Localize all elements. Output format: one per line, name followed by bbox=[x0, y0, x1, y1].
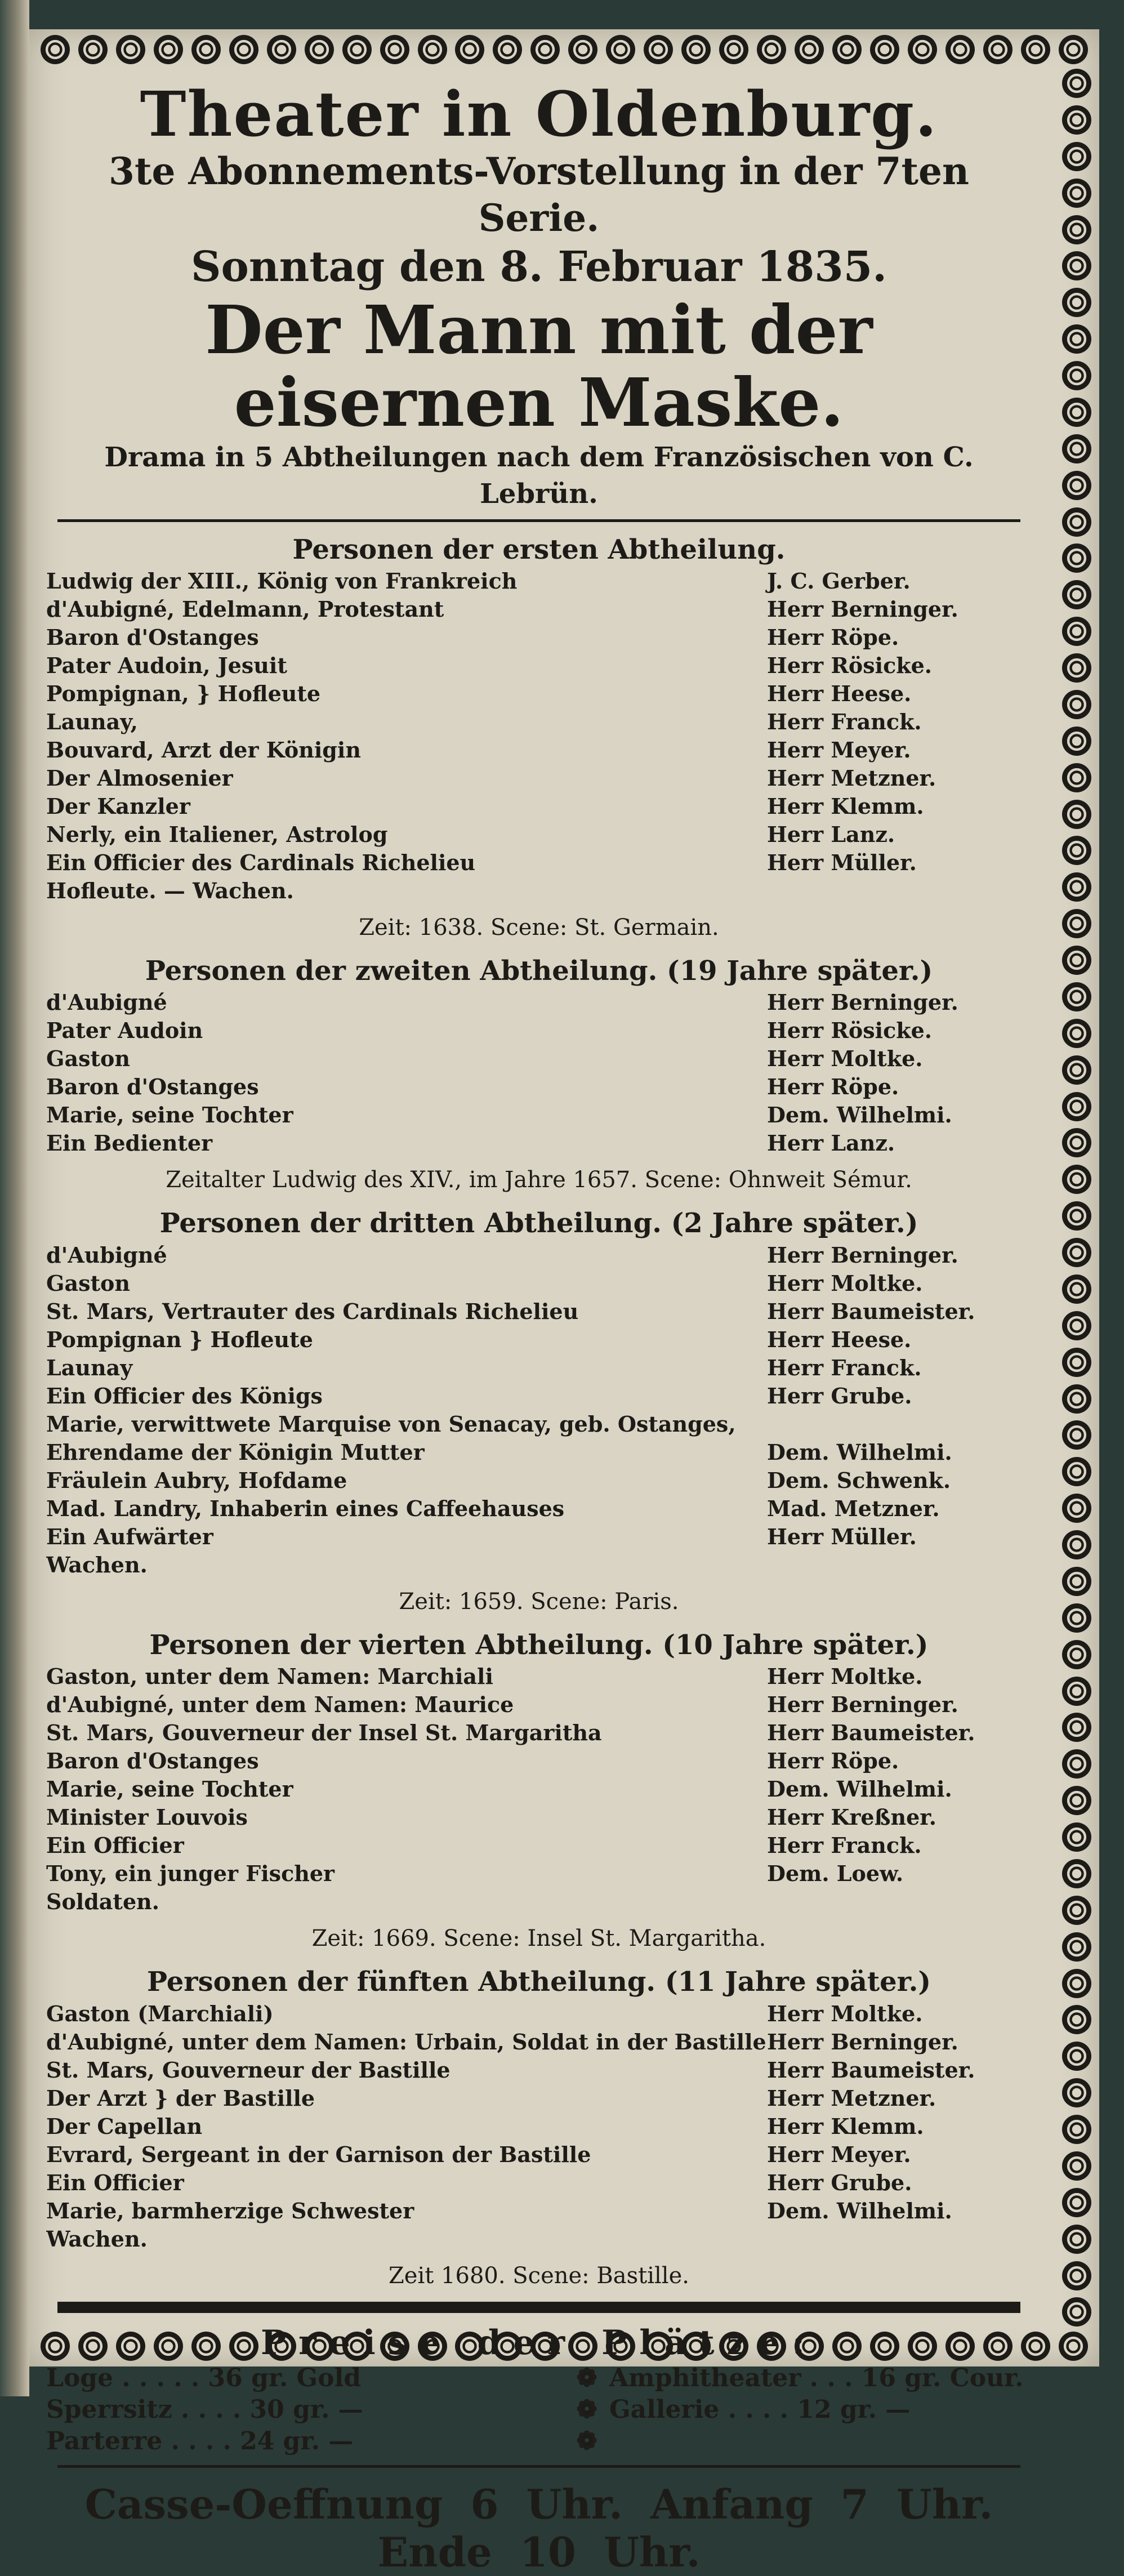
role-name: d'Aubigné, unter dem Namen: Urbain, Soldat in der Bastille bbox=[46, 2029, 766, 2054]
actor-name: Herr Baumeister. bbox=[767, 2057, 975, 2083]
actor-name: Herr Heese. bbox=[767, 1326, 912, 1352]
ornament-rosette-icon bbox=[1062, 690, 1091, 719]
cast-row bbox=[46, 567, 1032, 595]
actor-name bbox=[767, 877, 1032, 905]
ornament-rosette-icon bbox=[1062, 580, 1091, 609]
ornament-rosette-icon bbox=[1062, 617, 1091, 646]
ornament-rosette-icon bbox=[78, 35, 108, 64]
role-name: Mad. Landry, Inhaberin eines Caffeehauses bbox=[46, 1495, 565, 1521]
actor-name: J. C. Gerber. bbox=[767, 568, 911, 594]
cast-row bbox=[46, 1298, 1032, 1326]
cast-row bbox=[46, 1241, 1032, 1269]
ornament-rosette-icon bbox=[116, 35, 145, 64]
ornament-rosette-icon bbox=[1062, 142, 1091, 171]
ornament-border-right bbox=[1059, 69, 1095, 2327]
ornament-rosette-icon bbox=[267, 35, 296, 64]
performance-date: Sonntag den 8. Februar 1835. bbox=[191, 243, 887, 291]
cast-row bbox=[46, 1719, 1032, 1747]
cast-row bbox=[46, 2084, 1032, 2113]
ornament-rosette-icon bbox=[455, 35, 484, 64]
cast-row bbox=[46, 1663, 1032, 1691]
ornament-rosette-icon bbox=[493, 35, 522, 64]
actor-name: Herr Moltke. bbox=[767, 1664, 923, 1690]
box-office-opening: Casse-Oeffnung 6 Uhr. bbox=[84, 2480, 623, 2528]
role-name: Der Kanzler bbox=[46, 794, 190, 819]
cast-row bbox=[46, 1495, 1032, 1523]
actor-name: Herr Moltke. bbox=[767, 1046, 923, 1072]
role-name: Pompignan, } Hofleute bbox=[46, 681, 321, 707]
ornament-rosette-icon bbox=[1059, 35, 1088, 64]
role-name: Pompignan } Hofleute bbox=[46, 1326, 313, 1352]
ornament-rosette-icon bbox=[757, 35, 786, 64]
role-name: Pater Audoin, Jesuit bbox=[46, 653, 287, 679]
ornament-rosette-icon bbox=[1062, 2297, 1091, 2327]
prices-title: Preise der Plätze: bbox=[260, 2323, 818, 2363]
actor-name: Herr Meyer. bbox=[767, 2141, 911, 2167]
role-name: Wachen. bbox=[46, 1552, 148, 1577]
cast-row bbox=[46, 1017, 1032, 1045]
role-name: Baron d'Ostanges bbox=[46, 625, 259, 650]
cast-row bbox=[46, 1438, 1032, 1467]
ornament-rosette-icon bbox=[870, 35, 899, 64]
cast-row bbox=[46, 2141, 1032, 2169]
ornament-rosette-icon bbox=[1062, 1896, 1091, 1925]
role-name: Hofleute. — Wachen. bbox=[46, 878, 294, 904]
ornament-rosette-icon bbox=[1062, 69, 1091, 98]
ornament-rosette-icon bbox=[1021, 35, 1050, 64]
divider-thick-rule bbox=[57, 2302, 1020, 2313]
role-name: Ein Officier des Königs bbox=[46, 1383, 323, 1409]
ornament-rosette-icon bbox=[1062, 800, 1091, 829]
ornament-rosette-icon bbox=[1062, 1055, 1091, 1085]
role-name: Ehrendame der Königin Mutter bbox=[46, 1439, 425, 1465]
actor-name: Herr Lanz. bbox=[767, 1130, 895, 1156]
act-time-scene: Zeitalter Ludwig des XIV., im Jahre 1657. Scene: Ohnweit Sémur. bbox=[166, 1167, 912, 1193]
actor-name: Herr Moltke. bbox=[767, 2000, 923, 2026]
ornament-rosette-icon bbox=[1062, 2005, 1091, 2034]
divider-rule-bottom bbox=[57, 2465, 1020, 2468]
act-time-scene: Zeit: 1669. Scene: Insel St. Margaritha. bbox=[311, 1926, 766, 1952]
cast-row bbox=[46, 988, 1032, 1017]
ornament-rosette-icon bbox=[1062, 2078, 1091, 2107]
cast-row bbox=[46, 1326, 1032, 1354]
cast-row bbox=[46, 2225, 1032, 2253]
ornament-rosette-icon bbox=[1062, 1311, 1091, 1340]
role-name: St. Mars, Vertrauter des Cardinals Richelieu bbox=[46, 1298, 579, 1324]
actor-name: Herr Röpe. bbox=[767, 1748, 899, 1774]
actor-name: Herr Berninger. bbox=[767, 1692, 958, 1718]
role-name: Gaston (Marchiali) bbox=[46, 2000, 274, 2026]
actor-name: Herr Baumeister. bbox=[767, 1298, 975, 1324]
actor-name: Herr Metzner. bbox=[767, 765, 936, 791]
cast-row bbox=[46, 652, 1032, 680]
ornament-separator-icon: ❁ bbox=[576, 2363, 597, 2392]
cast-row bbox=[46, 1747, 1032, 1775]
actor-name: Herr Meyer. bbox=[767, 737, 911, 763]
actor-name: Herr Rösicke. bbox=[767, 1018, 932, 1044]
ornament-rosette-icon bbox=[418, 35, 447, 64]
actor-name: Herr Berninger. bbox=[767, 596, 958, 622]
cast-row bbox=[46, 2113, 1032, 2141]
role-name: Bouvard, Arzt der Königin bbox=[46, 737, 361, 763]
ornament-rosette-icon bbox=[1062, 1019, 1091, 1048]
ornament-rosette-icon bbox=[1062, 1567, 1091, 1596]
cast-row bbox=[46, 821, 1032, 849]
cast-row bbox=[46, 849, 1032, 877]
ornament-rosette-icon bbox=[568, 35, 597, 64]
ornament-rosette-icon bbox=[795, 35, 824, 64]
role-name: Der Arzt } der Bastille bbox=[46, 2085, 315, 2111]
ornament-rosette-icon bbox=[1062, 251, 1091, 280]
cast-row bbox=[46, 1860, 1032, 1888]
ornament-rosette-icon bbox=[1062, 2225, 1091, 2254]
cast-row bbox=[46, 736, 1032, 764]
theater-title: Theater in Oldenburg. bbox=[140, 78, 938, 150]
price-left: Parterre . . . . 24 gr. — bbox=[46, 2426, 354, 2455]
cast-lists bbox=[46, 532, 1032, 2292]
actor-name: Herr Röpe. bbox=[767, 625, 899, 650]
ornament-rosette-icon bbox=[1062, 2151, 1091, 2181]
role-name: Marie, barmherzige Schwester bbox=[46, 2198, 414, 2223]
role-name: Minister Louvois bbox=[46, 1804, 248, 1830]
ornament-separator-icon: ❁ bbox=[576, 2395, 597, 2424]
role-name: Ein Officier bbox=[46, 1833, 184, 1859]
ornament-rosette-icon bbox=[305, 35, 334, 64]
cast-row bbox=[46, 1045, 1032, 1073]
role-name: Ludwig der XIII., König von Frankreich bbox=[46, 568, 518, 594]
role-name: Marie, seine Tochter bbox=[46, 1102, 293, 1128]
actor-name: Dem. Loew. bbox=[767, 1861, 904, 1887]
actor-name: Herr Franck. bbox=[767, 1833, 922, 1859]
actor-name: Herr Lanz. bbox=[767, 822, 895, 848]
cast-row bbox=[46, 1775, 1032, 1803]
ornament-rosette-icon bbox=[1062, 324, 1091, 354]
cast-row bbox=[46, 1523, 1032, 1551]
role-name: St. Mars, Gouverneur der Bastille bbox=[46, 2057, 451, 2083]
actor-name: Herr Klemm. bbox=[767, 794, 924, 819]
ornament-rosette-icon bbox=[1062, 471, 1091, 500]
role-name: Launay bbox=[46, 1354, 133, 1380]
ornament-rosette-icon bbox=[1062, 1274, 1091, 1304]
ornament-border-top bbox=[41, 32, 1088, 68]
ornament-rosette-icon bbox=[1062, 1420, 1091, 1450]
actor-name: Herr Grube. bbox=[767, 1383, 912, 1409]
ornament-rosette-icon bbox=[1062, 105, 1091, 135]
role-name: Fräulein Aubry, Hofdame bbox=[46, 1467, 347, 1493]
actor-name: Herr Heese. bbox=[767, 681, 912, 707]
ornament-rosette-icon bbox=[1062, 1494, 1091, 1523]
actor-name: Dem. Schwenk. bbox=[767, 1467, 951, 1493]
ornament-rosette-icon bbox=[1062, 653, 1091, 683]
role-name: Ein Officier des Cardinals Richelieu bbox=[46, 850, 476, 876]
role-name: Tony, ein junger Fischer bbox=[46, 1861, 335, 1887]
actor-name: Herr Moltke. bbox=[767, 1270, 923, 1296]
start-time: Anfang 7 Uhr. bbox=[650, 2480, 993, 2528]
role-name: d'Aubigné bbox=[46, 1242, 167, 1268]
ornament-rosette-icon bbox=[1062, 1786, 1091, 1815]
price-right: Amphitheater . . . 16 gr. Cour. bbox=[609, 2363, 1024, 2392]
role-name: d'Aubigné bbox=[46, 990, 167, 1015]
role-name: Baron d'Ostanges bbox=[46, 1074, 259, 1100]
price-left: Sperrsitz . . . . 30 gr. — bbox=[46, 2395, 363, 2424]
cast-row bbox=[46, 1888, 1032, 1916]
ornament-rosette-icon bbox=[1062, 1384, 1091, 1414]
ornament-rosette-icon bbox=[229, 35, 258, 64]
ornament-rosette-icon bbox=[380, 35, 409, 64]
playbill-sheet bbox=[29, 29, 1099, 2576]
ornament-rosette-icon bbox=[1062, 2188, 1091, 2217]
actor-name: Herr Klemm. bbox=[767, 2113, 924, 2139]
ornament-rosette-icon bbox=[1062, 1457, 1091, 1486]
end-time: Ende 10 Uhr. bbox=[377, 2528, 701, 2576]
ornament-rosette-icon bbox=[1062, 1822, 1091, 1852]
ornament-rosette-icon bbox=[1062, 543, 1091, 573]
ornament-rosette-icon bbox=[1062, 1640, 1091, 1669]
actor-name: Herr Berninger. bbox=[767, 1242, 958, 1268]
role-name: Der Almosenier bbox=[46, 765, 233, 791]
ornament-rosette-icon bbox=[1059, 2332, 1088, 2361]
cast-row bbox=[46, 1410, 1032, 1438]
cast-row bbox=[46, 1467, 1032, 1495]
role-name: Soldaten. bbox=[46, 1889, 160, 1915]
cast-row bbox=[46, 623, 1032, 652]
ornament-rosette-icon bbox=[719, 35, 748, 64]
ornament-rosette-icon bbox=[191, 35, 221, 64]
ornament-rosette-icon bbox=[1062, 434, 1091, 463]
ornament-rosette-icon bbox=[1062, 1713, 1091, 1742]
actor-name: Herr Müller. bbox=[767, 850, 917, 876]
ornament-rosette-icon bbox=[154, 35, 183, 64]
ornament-rosette-icon bbox=[832, 35, 862, 64]
actor-name: Mad. Metzner. bbox=[767, 1495, 940, 1521]
ornament-rosette-icon bbox=[1062, 1749, 1091, 1779]
ornament-rosette-icon bbox=[530, 35, 560, 64]
cast-row bbox=[46, 1269, 1032, 1298]
price-right bbox=[609, 2426, 1032, 2457]
actor-name: Dem. Wilhelmi. bbox=[767, 1439, 952, 1465]
actor-name: Herr Kreßner. bbox=[767, 1804, 937, 1830]
role-name: Marie, seine Tochter bbox=[46, 1776, 293, 1802]
role-name: Ein Officier bbox=[46, 2169, 184, 2195]
act-heading: Personen der ersten Abtheilung. bbox=[292, 533, 786, 565]
cast-row bbox=[46, 2169, 1032, 2197]
role-name: Der Capellan bbox=[46, 2113, 203, 2139]
cast-row bbox=[46, 708, 1032, 736]
role-name: Wachen. bbox=[46, 2226, 148, 2252]
prices-table bbox=[46, 2363, 1032, 2457]
ornament-rosette-icon bbox=[1062, 1201, 1091, 1231]
cast-row bbox=[46, 1551, 1032, 1579]
role-name: Launay, bbox=[46, 709, 138, 735]
ornament-rosette-icon bbox=[1062, 2261, 1091, 2290]
role-name: d'Aubigné, unter dem Namen: Maurice bbox=[46, 1692, 514, 1718]
role-name: Nerly, ein Italiener, Astrolog bbox=[46, 822, 388, 848]
actor-name bbox=[767, 1888, 1032, 1916]
act-time-scene: Zeit 1680. Scene: Bastille. bbox=[389, 2262, 689, 2289]
actor-name: Herr Franck. bbox=[767, 709, 922, 735]
cast-row bbox=[46, 1073, 1032, 1101]
act-time-scene: Zeit: 1659. Scene: Paris. bbox=[399, 1588, 679, 1615]
page-edge-strip bbox=[0, 0, 29, 2396]
cast-row bbox=[46, 764, 1032, 792]
price-right: Gallerie . . . . 12 gr. — bbox=[609, 2395, 911, 2424]
role-name: Pater Audoin bbox=[46, 1018, 203, 1044]
ornament-rosette-icon bbox=[1062, 361, 1091, 390]
cast-row bbox=[46, 2056, 1032, 2084]
ornament-rosette-icon bbox=[983, 35, 1013, 64]
cast-row bbox=[46, 1803, 1032, 1831]
role-name: Gaston bbox=[46, 1046, 130, 1072]
cast-row bbox=[46, 2197, 1032, 2225]
cast-row bbox=[46, 1101, 1032, 1129]
ornament-rosette-icon bbox=[1062, 909, 1091, 938]
ornament-rosette-icon bbox=[945, 35, 975, 64]
ornament-rosette-icon bbox=[606, 35, 635, 64]
cast-row bbox=[46, 680, 1032, 708]
ornament-rosette-icon bbox=[681, 35, 711, 64]
ornament-separator-icon: ❁ bbox=[576, 2426, 597, 2455]
cast-row bbox=[46, 792, 1032, 821]
ornament-rosette-icon bbox=[1062, 1165, 1091, 1194]
actor-name: Herr Franck. bbox=[767, 1354, 922, 1380]
actor-name: Herr Baumeister. bbox=[767, 1720, 975, 1746]
ornament-rosette-icon bbox=[1062, 215, 1091, 244]
actor-name: Dem. Wilhelmi. bbox=[767, 1776, 952, 1802]
cast-row bbox=[46, 877, 1032, 905]
act-heading: Personen der dritten Abtheilung. (2 Jahre später.) bbox=[159, 1207, 918, 1240]
ornament-rosette-icon bbox=[1062, 1092, 1091, 1121]
actor-name: Herr Röpe. bbox=[767, 1074, 899, 1100]
actor-name: Herr Müller. bbox=[767, 1523, 917, 1549]
actor-name: Dem. Wilhelmi. bbox=[767, 1102, 952, 1128]
ornament-rosette-icon bbox=[1062, 1238, 1091, 1267]
act-time-scene: Zeit: 1638. Scene: St. Germain. bbox=[359, 915, 719, 941]
ornament-rosette-icon bbox=[1062, 288, 1091, 317]
times-footer bbox=[46, 2480, 1032, 2576]
ornament-rosette-icon bbox=[1062, 1677, 1091, 1706]
cast-row bbox=[46, 1129, 1032, 1157]
ornament-rosette-icon bbox=[1062, 727, 1091, 756]
ornament-rosette-icon bbox=[1062, 2042, 1091, 2071]
ornament-rosette-icon bbox=[1062, 1969, 1091, 1998]
act-heading: Personen der vierten Abtheilung. (10 Jahre später.) bbox=[149, 1629, 929, 1661]
ornament-rosette-icon bbox=[1062, 1530, 1091, 1559]
role-name: Ein Bedienter bbox=[46, 1130, 213, 1156]
cast-row bbox=[46, 1831, 1032, 1860]
role-name: St. Mars, Gouverneur der Insel St. Margaritha bbox=[46, 1720, 602, 1746]
ornament-rosette-icon bbox=[1062, 1128, 1091, 1157]
role-name: d'Aubigné, Edelmann, Protestant bbox=[46, 596, 444, 622]
actor-name: Herr Berninger. bbox=[767, 2029, 958, 2054]
role-name: Gaston bbox=[46, 1270, 130, 1296]
ornament-rosette-icon bbox=[1062, 179, 1091, 208]
ornament-rosette-icon bbox=[1062, 836, 1091, 865]
cast-row bbox=[46, 2000, 1032, 2028]
ornament-rosette-icon bbox=[644, 35, 673, 64]
price-left: Loge . . . . . 36 gr. Gold bbox=[46, 2363, 362, 2392]
actor-name: Herr Grube. bbox=[767, 2169, 912, 2195]
ornament-rosette-icon bbox=[1062, 1932, 1091, 1962]
actor-name bbox=[767, 1551, 1032, 1579]
role-name: Marie, verwittwete Marquise von Senacay, geb. Ostanges, bbox=[46, 1411, 736, 1437]
act-heading: Personen der zweiten Abtheilung. (19 Jahre später.) bbox=[145, 955, 933, 987]
playbill-content bbox=[46, 69, 1032, 2576]
ornament-rosette-icon bbox=[1062, 1859, 1091, 1888]
cast-row bbox=[46, 1382, 1032, 1410]
ornament-rosette-icon bbox=[1062, 872, 1091, 902]
performance-subtitle: 3te Abonnements-Vorstellung in der 7ten Serie. bbox=[109, 149, 969, 240]
ornament-rosette-icon bbox=[1062, 1348, 1091, 1377]
ornament-rosette-icon bbox=[1062, 946, 1091, 975]
actor-name: Herr Berninger. bbox=[767, 990, 958, 1015]
ornament-rosette-icon bbox=[908, 35, 937, 64]
role-name: Ein Aufwärter bbox=[46, 1523, 213, 1549]
cast-row bbox=[46, 595, 1032, 623]
role-name: Gaston, unter dem Namen: Marchiali bbox=[46, 1664, 493, 1690]
role-name: Baron d'Ostanges bbox=[46, 1748, 259, 1774]
play-title: Der Mann mit der eisernen Maske. bbox=[205, 290, 873, 442]
ornament-rosette-icon bbox=[1062, 1603, 1091, 1633]
ornament-rosette-icon bbox=[1062, 2115, 1091, 2144]
ornament-rosette-icon bbox=[1062, 398, 1091, 427]
ornament-rosette-icon bbox=[342, 35, 372, 64]
cast-row bbox=[46, 2028, 1032, 2056]
cast-row bbox=[46, 1691, 1032, 1719]
ornament-rosette-icon bbox=[1062, 507, 1091, 537]
divider-rule bbox=[57, 519, 1020, 522]
ornament-rosette-icon bbox=[41, 35, 70, 64]
actor-name: Dem. Wilhelmi. bbox=[767, 2198, 952, 2223]
role-name: Evrard, Sergeant in der Garnison der Bastille bbox=[46, 2141, 591, 2167]
actor-name: Herr Metzner. bbox=[767, 2085, 936, 2111]
ornament-rosette-icon bbox=[1062, 982, 1091, 1011]
actor-name bbox=[767, 2225, 1032, 2253]
act-heading: Personen der fünften Abtheilung. (11 Jahre später.) bbox=[146, 1966, 931, 1998]
actor-name bbox=[767, 1410, 1032, 1438]
ornament-rosette-icon bbox=[1062, 763, 1091, 792]
play-description: Drama in 5 Abtheilungen nach dem Französischen von C. Lebrün. bbox=[104, 442, 974, 510]
cast-row bbox=[46, 1354, 1032, 1382]
actor-name: Herr Rösicke. bbox=[767, 653, 932, 679]
